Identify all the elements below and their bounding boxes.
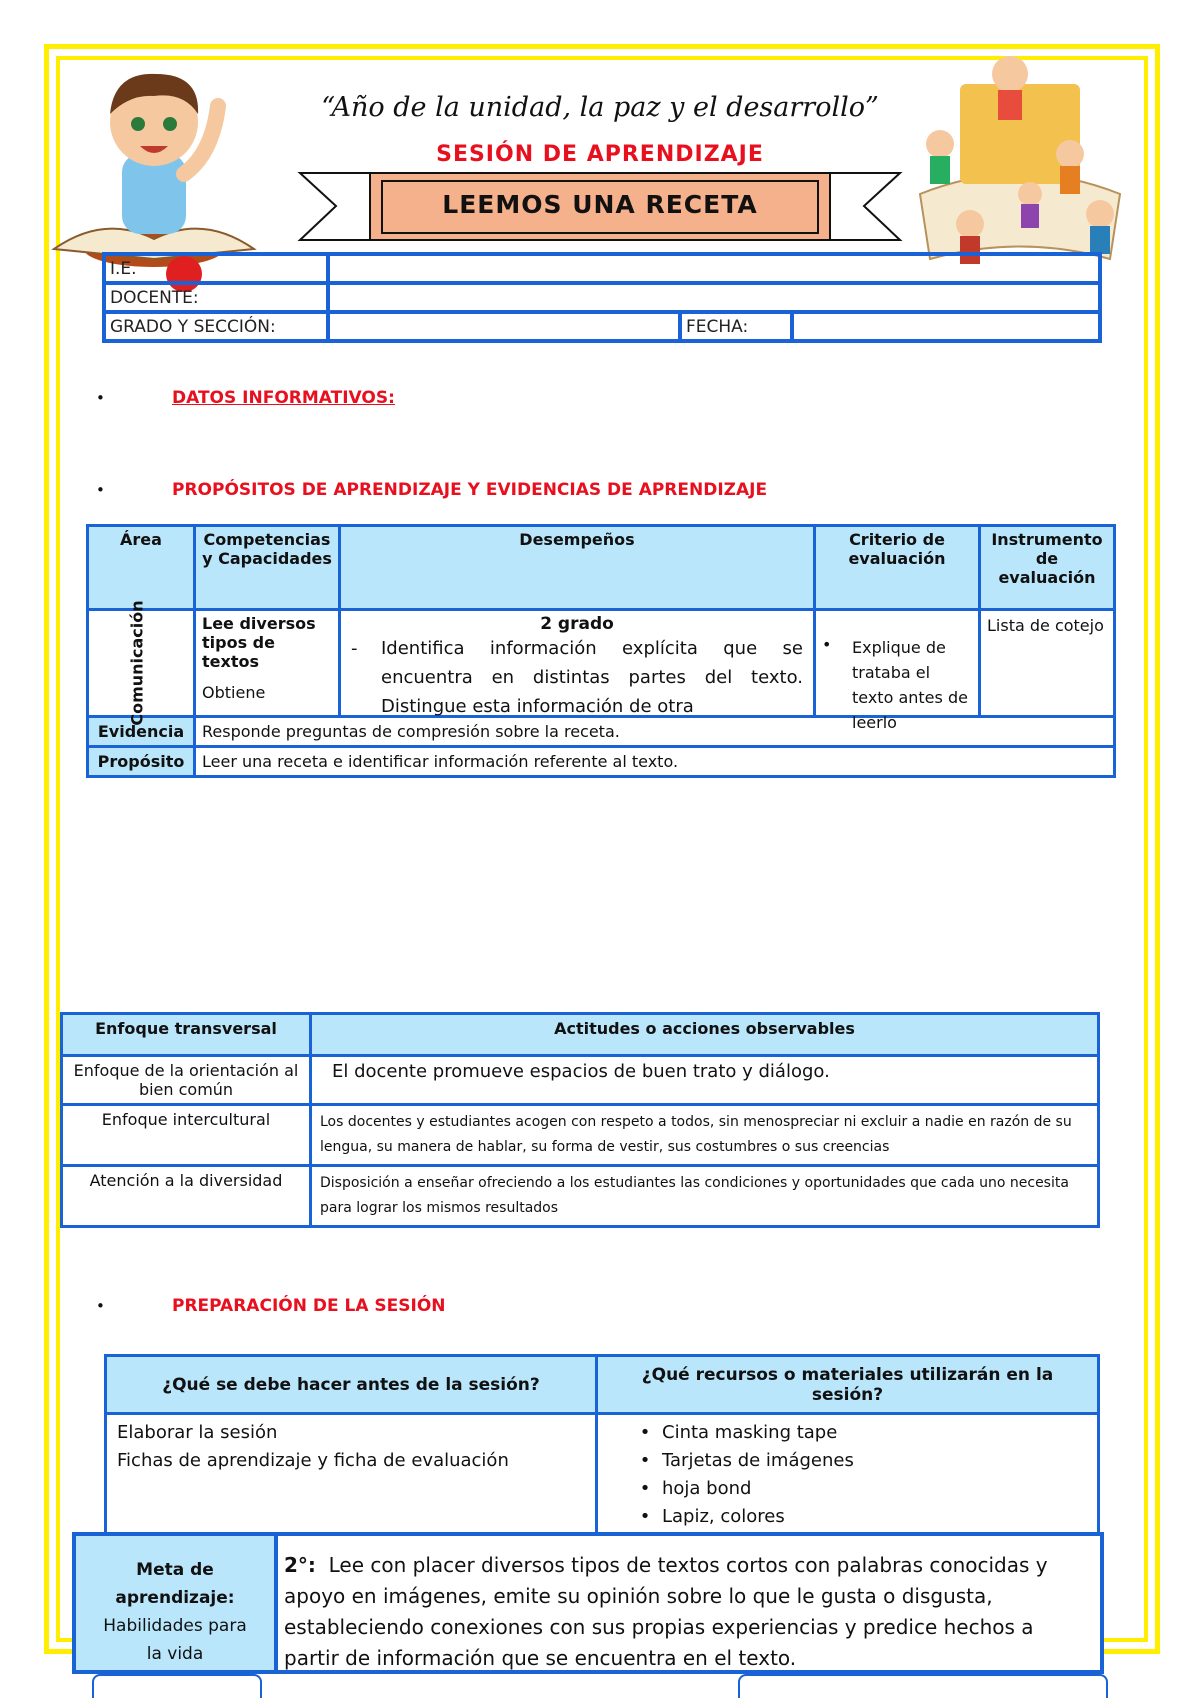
list-item: • hoja bond (628, 1475, 1087, 1503)
evidencia-value: Responde preguntas de compresión sobre la receta. (195, 717, 1115, 747)
list-item: Elaborar la sesión (117, 1422, 278, 1443)
list-item: • Lapiz, colores (628, 1503, 1087, 1531)
competencia-cell: Lee diversos tipos de textos Obtiene (195, 610, 340, 717)
fecha-label: FECHA: (680, 312, 792, 341)
grado-value[interactable] (328, 312, 680, 341)
learning-goal-text: 2°: Lee con placer diversos tipos de textos cortos con palabras conocidas y apoyo en imágenes, emite su opinión sobre lo que le gusta o disgusta, estableciendo conexiones con sus propias experiencias y predice hechos a partir de información que se encuentra en el texto. (284, 1553, 1048, 1670)
before-header: ¿Qué se debe hacer antes de la sesión? (106, 1356, 597, 1414)
enfoque-row-action: Los docentes y estudiantes acogen con respeto a todos, sin menospreciar ni excluir a nadie en razón de su lengua, su manera de hablar, su forma de vestir, sus costumbres o sus creencias (311, 1105, 1099, 1166)
col-instrumento: Instrumento de evaluación (980, 526, 1115, 610)
enfoque-row-action: Disposición a enseñar ofreciendo a los estudiantes las condiciones y oportunidades que cada uno necesita para lograr los mismos resultados (311, 1166, 1099, 1227)
list-item: Fichas de aprendizaje y ficha de evaluación (117, 1450, 509, 1471)
enfoque-row-action: El docente promueve espacios de buen trato y diálogo. (311, 1056, 1099, 1105)
purposes-table (86, 524, 1116, 778)
propositos-heading: • PROPÓSITOS DE APRENDIZAJE Y EVIDENCIAS DE APRENDIZAJE (96, 480, 768, 500)
footer-tab-left (92, 1674, 262, 1698)
enfoque-header: Enfoque transversal (62, 1014, 311, 1056)
preparacion-heading: • PREPARACIÓN DE LA SESIÓN (96, 1296, 446, 1316)
page-title: LEEMOS UNA RECETA (442, 190, 758, 219)
materials-cell (597, 1414, 1099, 1545)
area-cell: Comunicación (88, 610, 195, 717)
col-desempenos: Desempeños (340, 526, 815, 610)
evidencia-label: Evidencia (88, 717, 195, 747)
docente-label: DOCENTE: (104, 283, 328, 312)
enfoque-row-name: Enfoque intercultural (62, 1105, 311, 1166)
children-books-illustration (900, 44, 1150, 276)
list-item: • Cinta masking tape (628, 1419, 1087, 1447)
ie-label: I.E. (104, 254, 328, 283)
enfoque-row-name: Enfoque de la orientación al bien común (62, 1056, 311, 1105)
grado-label: GRADO Y SECCIÓN: (104, 312, 328, 341)
col-area: Área (88, 526, 195, 610)
desempeno-cell: 2 grado - Identifica información explícita que se encuentra en distintas partes del texto. Distingue esta información de otra (340, 610, 815, 717)
materials-header: ¿Qué recursos o materiales utilizarán en la sesión? (597, 1356, 1099, 1414)
list-item: • Tarjetas de imágenes (628, 1447, 1087, 1475)
proposito-label: Propósito (88, 747, 195, 777)
learning-goal-label: Meta de aprendizaje: Habilidades para la vida (72, 1532, 278, 1674)
motto-text: “Año de la unidad, la paz y el desarrollo” (321, 92, 879, 123)
before-cell (106, 1414, 597, 1545)
enfoques-table (60, 1012, 1100, 1228)
enfoque-row-name: Atención a la diversidad (62, 1166, 311, 1227)
fecha-value[interactable] (792, 312, 1100, 341)
datos-heading: • DATOS INFORMATIVOS: (96, 388, 395, 408)
proposito-value: Leer una receta e identificar información referente al texto. (195, 747, 1115, 777)
acciones-header: Actitudes o acciones observables (311, 1014, 1099, 1056)
col-criterio: Criterio de evaluación (815, 526, 980, 610)
col-competencias: Competencias y Capacidades (195, 526, 340, 610)
footer-tab-right (738, 1674, 1108, 1698)
instrumento-cell: Lista de cotejo (980, 610, 1115, 717)
criterio-cell: • Explique de trataba el texto antes de leerlo (815, 610, 980, 717)
docente-value[interactable] (328, 283, 1100, 312)
ie-value[interactable] (328, 254, 1100, 283)
boy-reading-illustration (34, 44, 274, 274)
school-info-table (102, 252, 1102, 343)
preparation-table (104, 1354, 1100, 1546)
session-label: SESIÓN DE APRENDIZAJE (436, 142, 764, 167)
